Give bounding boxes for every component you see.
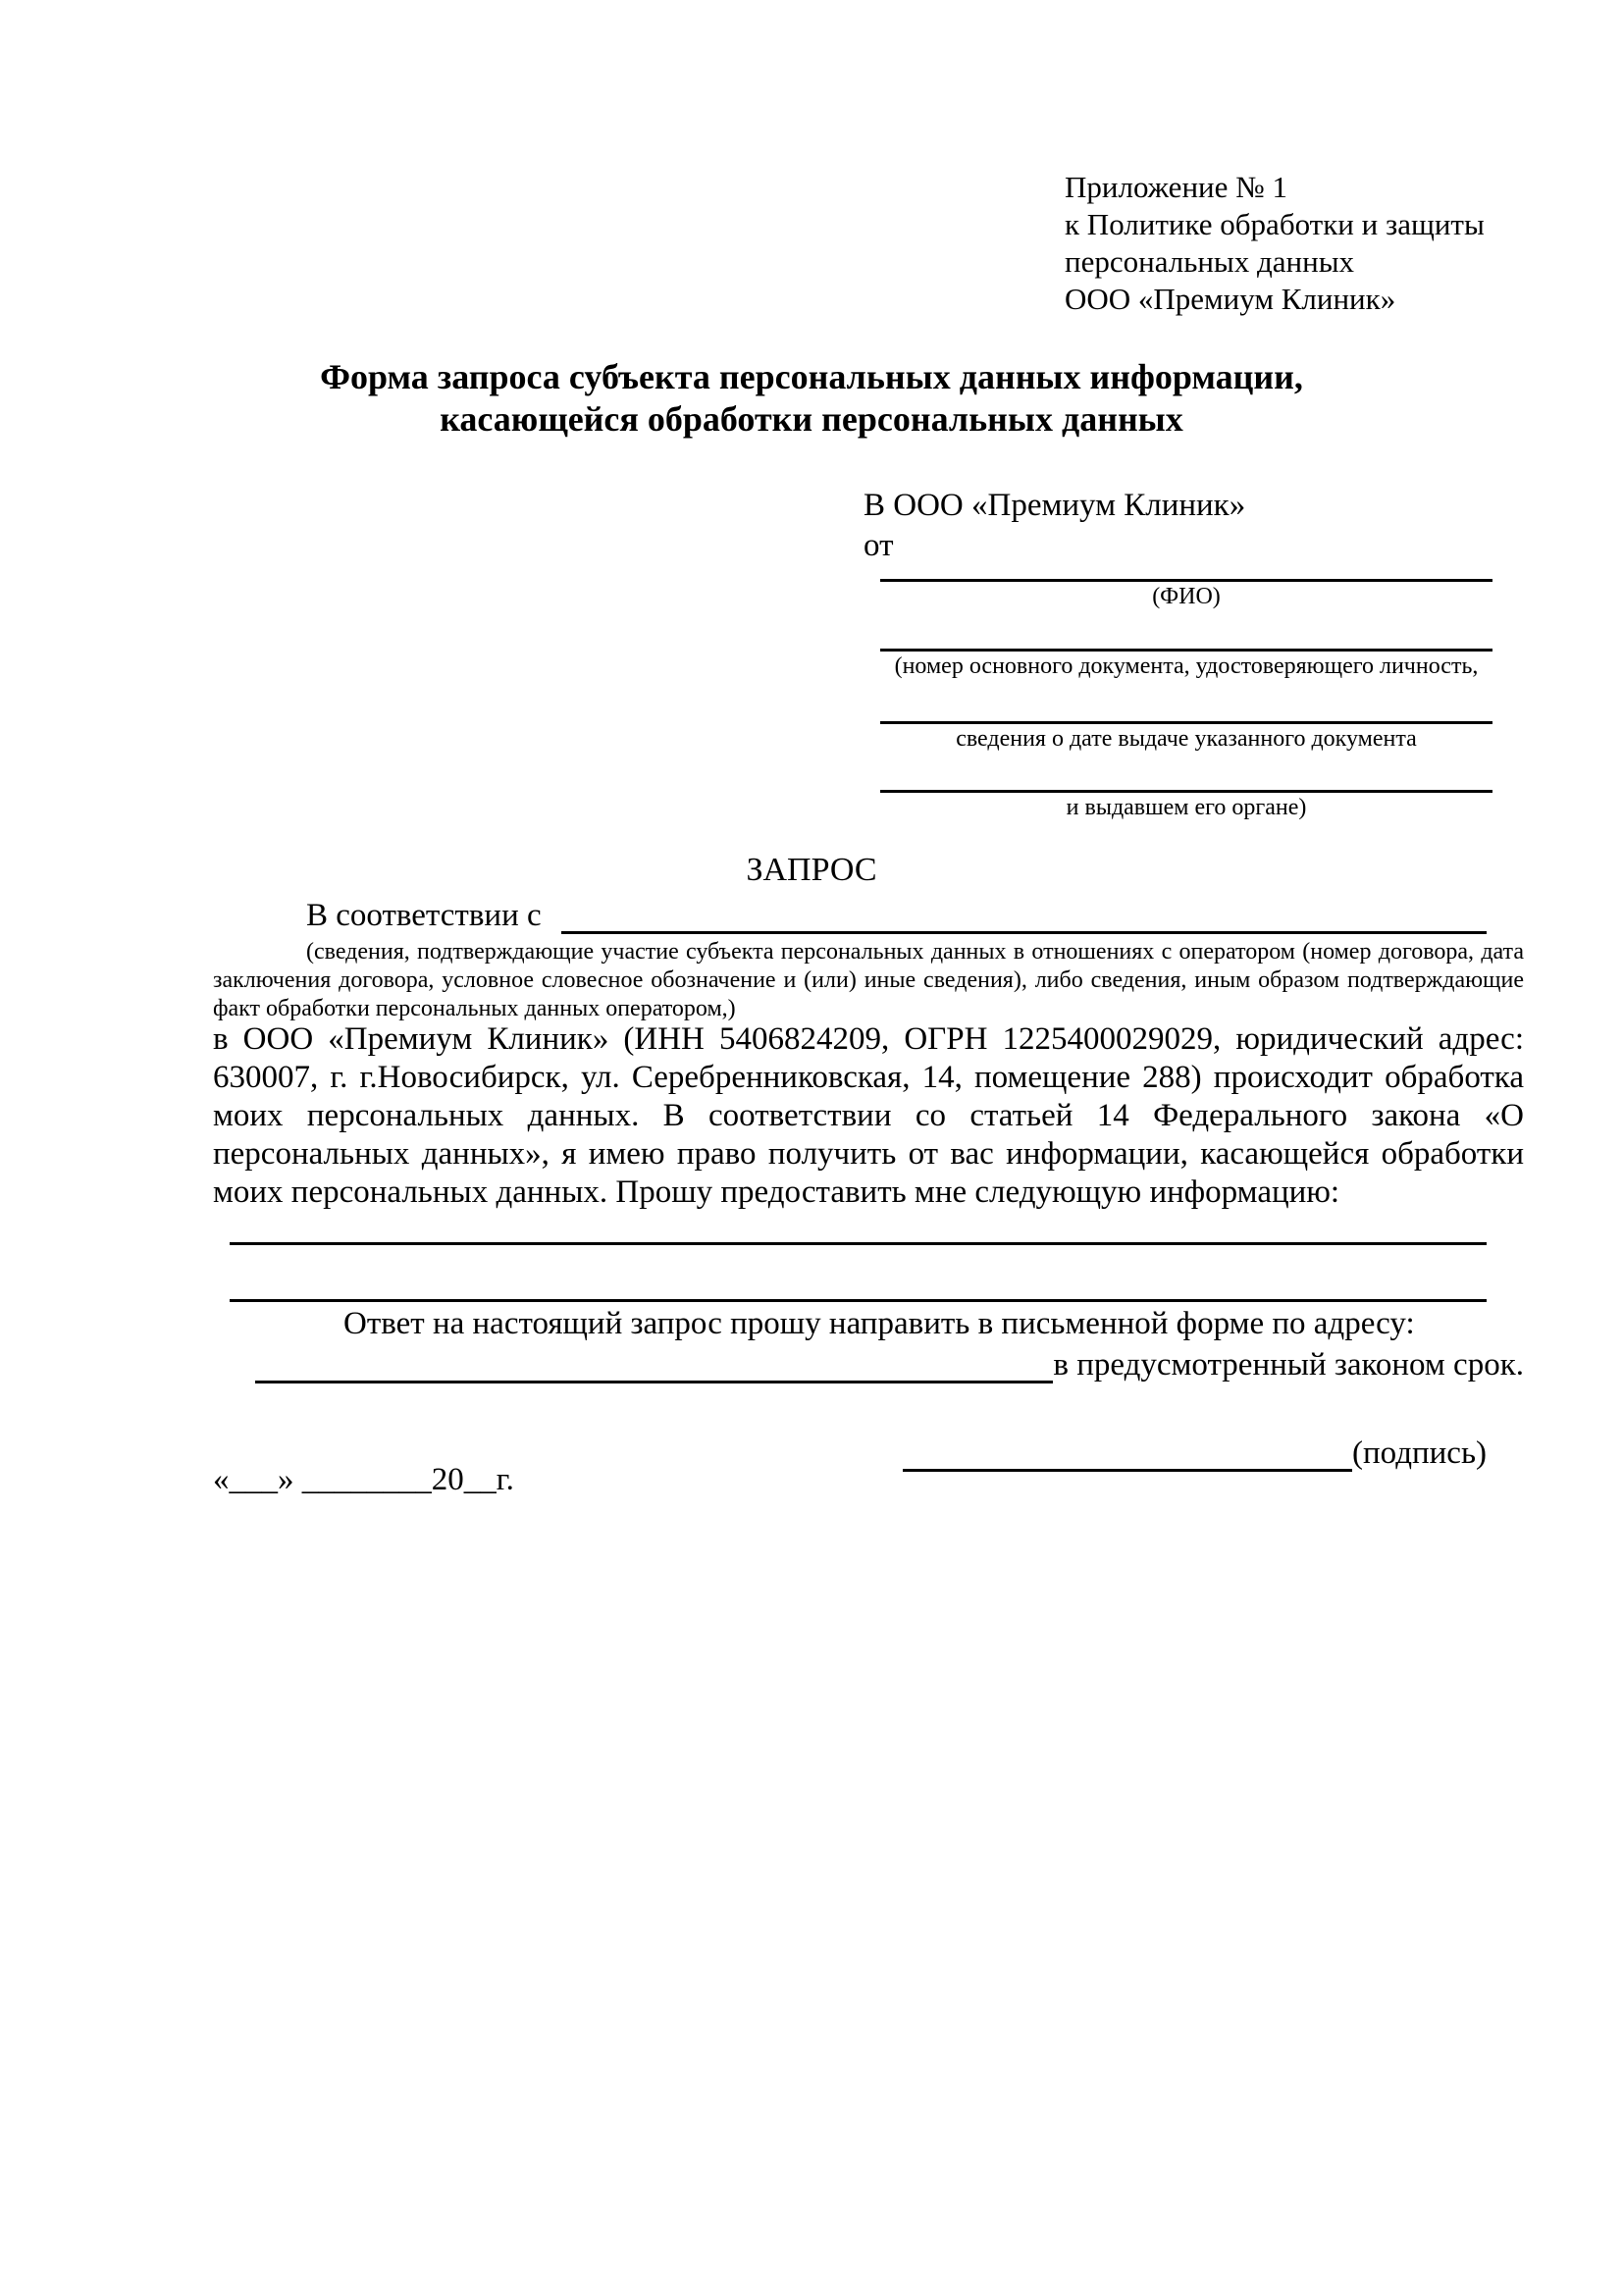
fio-caption: (ФИО) [1152,584,1221,609]
addressee-organization: В ООО «Премиум Клиник» [864,488,1246,523]
accordance-row [213,893,1524,934]
issuer-blank-line [880,757,1492,793]
date-blank: «___» ________20__г. [213,1462,514,1497]
document-title [0,356,1623,441]
signature-row [903,1431,1487,1472]
information-blank-line-2 [230,1299,1487,1302]
document-title-line: касающейся обработки персональных данных [440,399,1183,439]
signature-caption: (подпись) [1352,1435,1487,1471]
document-number-caption: (номер основного документа, удостоверяющего личность, [894,653,1479,679]
addressee-from-label: от [864,528,894,563]
applicant-fields [880,549,1492,826]
reply-term-text: в предусмотренный законом срок. [1053,1347,1524,1383]
appendix-line: к Политике обработки и защиты [1065,207,1485,241]
issuer-caption: и выдавшем его органе) [1066,795,1307,820]
signature-blank-line [903,1435,1352,1472]
accordance-fine-print: (сведения, подтверждающие участие субъекта персональных данных в отношениях с оператором (номер договора, дата заключения договора, условное словесное обозначение и (или) иные сведения), либо сведения, иным образом подтверждающие факт обработки персональных данных оператором,) [213,939,1524,1021]
fio-blank-line [880,549,1492,582]
accordance-label: В соответствии с [306,898,550,933]
request-heading: ЗАПРОС [746,852,877,888]
issue-date-blank-line [880,685,1492,724]
document-number-blank-line [880,615,1492,652]
accordance-blank-line [561,898,1487,934]
document-title-line: Форма запроса субъекта персональных данных информации, [320,357,1303,396]
issue-date-caption: сведения о дате выдаче указанного документа [956,726,1417,752]
appendix-block [1065,169,1485,318]
appendix-line: персональных данных [1065,244,1355,279]
request-body-paragraph: в ООО «Премиум Клиник» (ИНН 5406824209, ОГРН 1225400029029, юридический адрес: 630007, г. г.Новосибирск, ул. Серебренниковская, 14, помещение 288) происходит обработка моих персональных данных. В соответствии со статьей 14 Федерального закона «О персональных данных», я имею право получить от вас информации, касающейся обработки моих персональных данных. Прошу предоставить мне следующую информацию: [213,1021,1524,1210]
reply-address-row [213,1342,1524,1383]
reply-address-sentence: Ответ на настоящий запрос прошу направить в письменной форме по адресу: [343,1306,1415,1341]
information-blank-line-1 [230,1242,1487,1245]
appendix-line: Приложение № 1 [1065,170,1287,204]
reply-address-blank-line [255,1347,1053,1383]
appendix-line: ООО «Премиум Клиник» [1065,282,1396,316]
